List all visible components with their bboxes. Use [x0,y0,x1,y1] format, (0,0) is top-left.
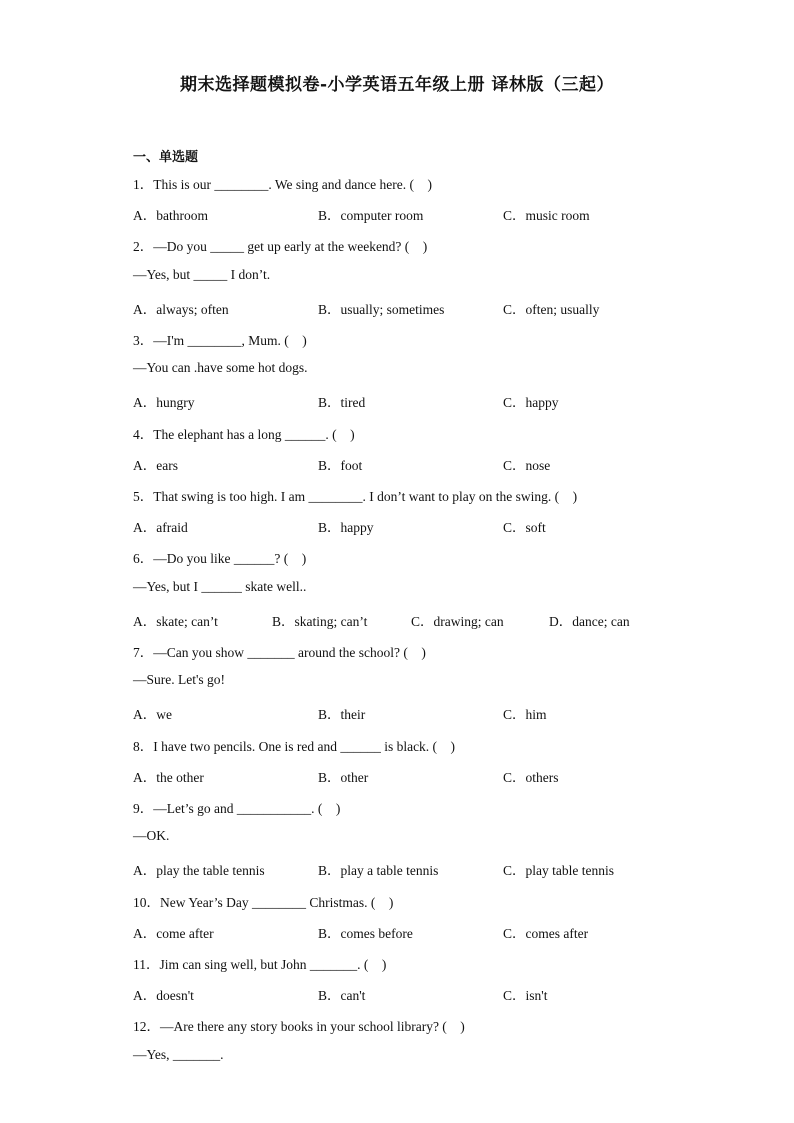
question-stem: 10．New Year’s Day ________ Christmas. ( ) [133,894,394,910]
answer-option-a[interactable]: A．ears [133,457,178,473]
question-stem: 2．—Do you _____ get up early at the weekend? ( ) [133,239,428,255]
question-stem: 6．—Do you like ______? ( ) [133,551,307,567]
answer-option-c[interactable]: C．drawing; can [411,613,504,629]
answer-option-c[interactable]: C．comes after [503,925,589,941]
answer-option-c[interactable]: C．soft [503,520,546,536]
answer-option-a[interactable]: A．come after [133,925,214,941]
question-stem: 7．—Can you show _______ around the school? ( ) [133,645,426,660]
answer-option-b[interactable]: B．play a table tennis [318,863,439,879]
answer-option-c[interactable]: C．music room [503,208,590,224]
question-reply: —Yes, but _____ I don’t. [133,266,271,282]
answer-option-a[interactable]: A．play the table tennis [133,863,265,879]
answer-option-c[interactable]: C．often; usually [503,301,600,317]
answer-option-c[interactable]: C．play table tennis [503,863,614,879]
question-stem: 3．—I'm ________, Mum. ( ) [133,333,307,348]
answer-option-c[interactable]: C．others [503,769,559,785]
question-stem: 8．I have two pencils. One is red and ______ is black. ( ) [133,738,456,754]
question-reply: —Yes, but I ______ skate well.. [133,578,307,594]
question-stem: 1．This is our ________. We sing and dance here. ( ) [133,177,432,192]
question-stem: 4．The elephant has a long ______. ( ) [133,426,355,442]
answer-option-a[interactable]: A．always; often [133,301,229,317]
answer-option-c[interactable]: C．isn't [503,988,548,1004]
answer-option-b[interactable]: B．foot [318,457,363,473]
answer-option-b[interactable]: B．skating; can’t [272,613,368,629]
question-reply: —Yes, _______. [133,1046,224,1062]
page-title: 期末选择题模拟卷-小学英语五年级上册 译林版（三起） [180,75,614,95]
answer-option-b[interactable]: B．happy [318,520,374,536]
answer-option-b[interactable]: B．other [318,769,369,785]
answer-option-a[interactable]: A．hungry [133,395,195,411]
question-reply: —OK. [133,828,170,844]
answer-option-a[interactable]: A．afraid [133,520,188,536]
answer-option-c[interactable]: C．him [503,707,547,723]
question-stem: 12．—Are there any story books in your school library? ( ) [133,1019,465,1035]
answer-option-b[interactable]: B．can't [318,988,366,1004]
answer-option-a[interactable]: A．we [133,707,172,723]
section-heading: 一、单选题 [133,150,199,165]
question-reply: —Sure. Let's go! [133,672,226,688]
answer-option-b[interactable]: B．computer room [318,208,424,224]
answer-option-b[interactable]: B．comes before [318,925,413,941]
answer-option-a[interactable]: A．doesn't [133,988,194,1004]
answer-option-a[interactable]: A．skate; can’t [133,613,218,629]
question-stem: 11．Jim can sing well, but John _______. ( ) [133,957,387,972]
answer-option-b[interactable]: B．usually; sometimes [318,301,445,317]
answer-option-c[interactable]: C．happy [503,395,559,411]
answer-option-d[interactable]: D．dance; can [549,613,630,629]
answer-option-a[interactable]: A．bathroom [133,208,208,224]
question-reply: —You can .have some hot dogs. [133,360,308,376]
answer-option-c[interactable]: C．nose [503,457,551,473]
question-stem: 5．That swing is too high. I am ________. I don’t want to play on the swing. ( ) [133,489,578,504]
answer-option-a[interactable]: A．the other [133,769,204,785]
answer-option-b[interactable]: B．their [318,707,366,723]
question-stem: 9．—Let’s go and ___________. ( ) [133,801,341,816]
answer-option-b[interactable]: B．tired [318,395,366,411]
